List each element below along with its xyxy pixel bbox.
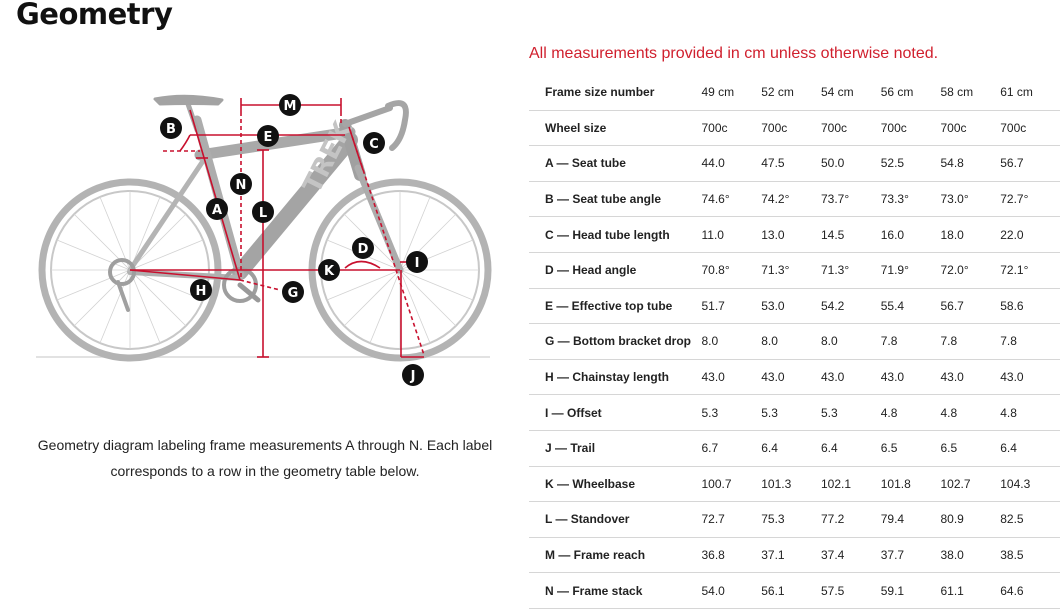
size-header: 58 cm [940, 75, 1000, 110]
row-value: 64.6 [1000, 573, 1060, 609]
row-value: 79.4 [881, 502, 941, 538]
table-row [529, 324, 1060, 360]
row-value: 101.3 [761, 466, 821, 502]
size-header: 49 cm [701, 75, 761, 110]
badge-h [190, 279, 212, 301]
table-row [529, 181, 1060, 217]
svg-text:N: N [235, 178, 247, 193]
geometry-table [529, 75, 1060, 609]
row-value: 82.5 [1000, 502, 1060, 538]
badge-l [252, 201, 274, 223]
table-row [529, 110, 1060, 146]
row-value: 50.0 [821, 146, 881, 182]
row-value: 13.0 [761, 217, 821, 253]
svg-text:G: G [287, 286, 299, 301]
row-value: 6.4 [1000, 430, 1060, 466]
row-value: 22.0 [1000, 217, 1060, 253]
diagram-caption: Geometry diagram labeling frame measurements A through N. Each label corresponds to a row in the geometry table below. [37, 437, 493, 479]
row-value: 71.9° [881, 252, 941, 288]
row-value: 56.7 [940, 288, 1000, 324]
row-value: 4.8 [940, 395, 1000, 431]
svg-text:C: C [369, 137, 379, 152]
svg-text:D: D [357, 242, 369, 257]
row-value: 101.8 [881, 466, 941, 502]
row-label: M — Frame reach [529, 537, 701, 573]
row-value: 73.7° [821, 181, 881, 217]
row-value: 56.7 [1000, 146, 1060, 182]
row-value: 74.6° [701, 181, 761, 217]
row-value: 54.2 [821, 288, 881, 324]
table-row [529, 466, 1060, 502]
row-value: 43.0 [881, 359, 941, 395]
row-value: 54.0 [701, 573, 761, 609]
row-label: D — Head angle [529, 252, 701, 288]
table-header-row [529, 75, 1060, 110]
row-value: 6.5 [940, 430, 1000, 466]
badge-j [402, 364, 424, 386]
saddle [155, 96, 222, 104]
row-value: 6.4 [821, 430, 881, 466]
svg-text:I: I [414, 256, 420, 271]
badge-a [206, 198, 228, 220]
row-value: 56.1 [761, 573, 821, 609]
row-value: 80.9 [940, 502, 1000, 538]
row-value: 700c [1000, 110, 1060, 146]
row-value: 700c [881, 110, 941, 146]
table-row [529, 146, 1060, 182]
row-value: 8.0 [821, 324, 881, 360]
row-label: H — Chainstay length [529, 359, 701, 395]
row-value: 44.0 [701, 146, 761, 182]
row-value: 38.5 [1000, 537, 1060, 573]
badge-b [160, 117, 182, 139]
svg-text:K: K [323, 264, 335, 279]
row-value: 5.3 [761, 395, 821, 431]
row-value: 7.8 [881, 324, 941, 360]
table-row [529, 359, 1060, 395]
row-value: 37.7 [881, 537, 941, 573]
row-value: 700c [701, 110, 761, 146]
row-label: K — Wheelbase [529, 466, 701, 502]
row-value: 71.3° [761, 252, 821, 288]
table-row [529, 217, 1060, 253]
row-value: 11.0 [701, 217, 761, 253]
badge-i [406, 251, 428, 273]
table-row [529, 395, 1060, 431]
row-label: N — Frame stack [529, 573, 701, 609]
row-value: 16.0 [881, 217, 941, 253]
badge-k [318, 259, 340, 281]
row-value: 43.0 [701, 359, 761, 395]
row-value: 72.7 [701, 502, 761, 538]
row-value: 51.7 [701, 288, 761, 324]
table-row [529, 288, 1060, 324]
row-value: 55.4 [881, 288, 941, 324]
page-title: Geometry [16, 0, 173, 31]
row-value: 43.0 [940, 359, 1000, 395]
geometry-diagram [30, 88, 500, 390]
table-row [529, 502, 1060, 538]
row-value: 47.5 [761, 146, 821, 182]
row-value: 37.1 [761, 537, 821, 573]
row-value: 53.0 [761, 288, 821, 324]
row-label: B — Seat tube angle [529, 181, 701, 217]
row-value: 52.5 [881, 146, 941, 182]
svg-text:B: B [166, 122, 176, 137]
row-label: J — Trail [529, 430, 701, 466]
row-value: 75.3 [761, 502, 821, 538]
row-value: 61.1 [940, 573, 1000, 609]
row-value: 43.0 [761, 359, 821, 395]
geometry-table-body [529, 75, 1060, 608]
badge-d [352, 237, 374, 259]
row-value: 54.8 [940, 146, 1000, 182]
row-label: Wheel size [529, 110, 701, 146]
size-header: 52 cm [761, 75, 821, 110]
row-value: 4.8 [1000, 395, 1060, 431]
row-value: 73.0° [940, 181, 1000, 217]
table-row [529, 430, 1060, 466]
size-header: 56 cm [881, 75, 941, 110]
bike-diagram-svg [30, 88, 500, 390]
row-value: 100.7 [701, 466, 761, 502]
row-value: 5.3 [821, 395, 881, 431]
table-row [529, 537, 1060, 573]
svg-text:M: M [283, 99, 297, 114]
table-row [529, 252, 1060, 288]
row-value: 72.0° [940, 252, 1000, 288]
row-label: G — Bottom bracket drop [529, 324, 701, 360]
row-value: 38.0 [940, 537, 1000, 573]
row-value: 8.0 [761, 324, 821, 360]
svg-text:E: E [263, 130, 273, 145]
row-value: 14.5 [821, 217, 881, 253]
row-label: A — Seat tube [529, 146, 701, 182]
svg-text:A: A [211, 203, 223, 218]
row-value: 71.3° [821, 252, 881, 288]
row-value: 70.8° [701, 252, 761, 288]
row-label: I — Offset [529, 395, 701, 431]
badge-g [282, 281, 304, 303]
row-value: 57.5 [821, 573, 881, 609]
row-value: 7.8 [940, 324, 1000, 360]
row-label: E — Effective top tube [529, 288, 701, 324]
row-value: 6.7 [701, 430, 761, 466]
svg-text:L: L [258, 206, 268, 221]
row-value: 72.7° [1000, 181, 1060, 217]
row-value: 700c [761, 110, 821, 146]
row-value: 58.6 [1000, 288, 1060, 324]
header-label: Frame size number [529, 75, 701, 110]
row-value: 59.1 [881, 573, 941, 609]
row-value: 102.1 [821, 466, 881, 502]
table-row [529, 573, 1060, 609]
badge-c [363, 132, 385, 154]
row-value: 43.0 [821, 359, 881, 395]
size-header: 54 cm [821, 75, 881, 110]
row-value: 102.7 [940, 466, 1000, 502]
row-value: 700c [940, 110, 1000, 146]
row-value: 72.1° [1000, 252, 1060, 288]
row-value: 6.5 [881, 430, 941, 466]
size-header: 61 cm [1000, 75, 1060, 110]
row-value: 74.2° [761, 181, 821, 217]
measurement-note: All measurements provided in cm unless otherwise noted. [529, 45, 939, 62]
svg-text:H: H [195, 284, 207, 299]
row-value: 7.8 [1000, 324, 1060, 360]
row-value: 36.8 [701, 537, 761, 573]
badge-n [230, 173, 252, 195]
row-value: 6.4 [761, 430, 821, 466]
row-label: C — Head tube length [529, 217, 701, 253]
row-value: 43.0 [1000, 359, 1060, 395]
row-value: 700c [821, 110, 881, 146]
badge-m [279, 94, 301, 116]
row-value: 8.0 [701, 324, 761, 360]
svg-text:J: J [410, 369, 416, 384]
brand-text: TREK [297, 117, 359, 199]
row-label: L — Standover [529, 502, 701, 538]
row-value: 73.3° [881, 181, 941, 217]
row-value: 77.2 [821, 502, 881, 538]
row-value: 104.3 [1000, 466, 1060, 502]
row-value: 18.0 [940, 217, 1000, 253]
badge-e [257, 125, 279, 147]
row-value: 4.8 [881, 395, 941, 431]
row-value: 5.3 [701, 395, 761, 431]
row-value: 37.4 [821, 537, 881, 573]
